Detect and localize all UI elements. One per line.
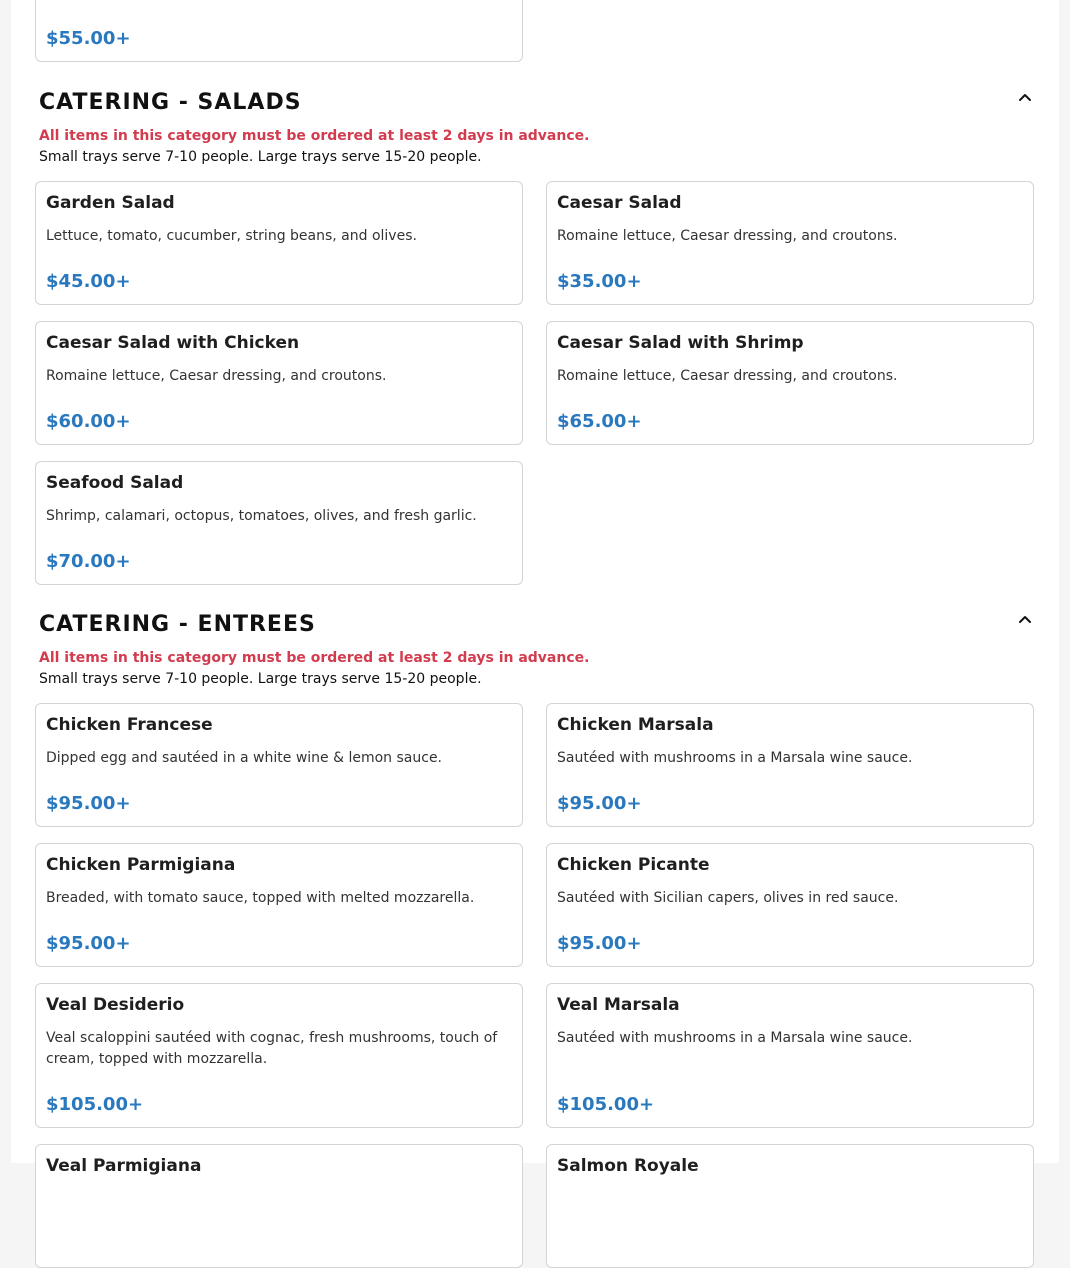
menu-item-card[interactable] [546, 1144, 1034, 1268]
menu-item-price: $70.00+ [46, 551, 131, 572]
advance-order-notice: All items in this category must be ordered at least 2 days in advance. [39, 128, 590, 144]
menu-item-description: Breaded, with tomato sauce, topped with melted mozzarella. [46, 890, 475, 906]
menu-item-name: Caesar Salad with Chicken [46, 333, 300, 353]
menu-item-card[interactable] [35, 181, 523, 305]
menu-item-price: $95.00+ [46, 793, 131, 814]
menu-item-description: Sautéed with mushrooms in a Marsala wine sauce. [557, 750, 913, 766]
menu-item-price: $45.00+ [46, 271, 131, 292]
collapse-salads-button[interactable] [1013, 85, 1037, 109]
menu-item-description: Romaine lettuce, Caesar dressing, and croutons. [46, 368, 387, 384]
menu-item-card[interactable] [35, 1144, 523, 1268]
menu-item-name: Garden Salad [46, 193, 175, 213]
menu-item-description: Romaine lettuce, Caesar dressing, and croutons. [557, 368, 898, 384]
menu-item-name: Chicken Parmigiana [46, 855, 236, 875]
menu-item-card[interactable] [35, 0, 523, 62]
menu-item-card[interactable] [35, 461, 523, 585]
menu-item-name: Veal Marsala [557, 995, 680, 1015]
menu-item-card[interactable] [35, 983, 523, 1128]
menu-item-card[interactable] [546, 843, 1034, 967]
section-title-entrees: CATERING - ENTREES [39, 612, 316, 637]
tray-size-info: Small trays serve 7-10 people. Large trays serve 15-20 people. [39, 671, 482, 687]
menu-item-price: $95.00+ [46, 933, 131, 954]
menu-item-card[interactable] [35, 843, 523, 967]
menu-item-description: Dipped egg and sautéed in a white wine & lemon sauce. [46, 750, 443, 766]
menu-item-price: $35.00+ [557, 271, 642, 292]
menu-item-description: Lettuce, tomato, cucumber, string beans, and olives. [46, 228, 417, 244]
chevron-up-icon [1013, 607, 1037, 631]
menu-item-price: $60.00+ [46, 411, 131, 432]
menu-item-description: Sautéed with Sicilian capers, olives in red sauce. [557, 890, 899, 906]
menu-item-description: Romaine lettuce, Caesar dressing, and croutons. [557, 228, 898, 244]
menu-item-name: Veal Parmigiana [46, 1156, 202, 1176]
menu-item-name: Caesar Salad with Shrimp [557, 333, 804, 353]
collapse-entrees-button[interactable] [1013, 607, 1037, 631]
advance-order-notice: All items in this category must be ordered at least 2 days in advance. [39, 650, 590, 666]
menu-item-name: Caesar Salad [557, 193, 682, 213]
menu-item-price: $95.00+ [557, 793, 642, 814]
menu-item-price: $55.00+ [46, 28, 131, 49]
menu-item-price: $105.00+ [46, 1094, 144, 1115]
menu-item-name: Chicken Picante [557, 855, 710, 875]
menu-item-name: Seafood Salad [46, 473, 184, 493]
chevron-up-icon [1013, 85, 1037, 109]
menu-item-description: Sautéed with mushrooms in a Marsala wine sauce. [557, 1030, 913, 1046]
menu-item-price: $95.00+ [557, 933, 642, 954]
menu-item-card[interactable] [546, 321, 1034, 445]
menu-item-name: Chicken Marsala [557, 715, 714, 735]
tray-size-info: Small trays serve 7-10 people. Large trays serve 15-20 people. [39, 149, 482, 165]
menu-item-price: $65.00+ [557, 411, 642, 432]
menu-item-card[interactable] [546, 983, 1034, 1128]
menu-item-name: Salmon Royale [557, 1156, 699, 1176]
menu-item-card[interactable] [546, 703, 1034, 827]
section-title-salads: CATERING - SALADS [39, 90, 302, 115]
menu-item-card[interactable] [35, 703, 523, 827]
menu-item-card[interactable] [35, 321, 523, 445]
menu-item-name: Veal Desiderio [46, 995, 185, 1015]
menu-item-description: Shrimp, calamari, octopus, tomatoes, olives, and fresh garlic. [46, 508, 477, 524]
menu-item-price: $105.00+ [557, 1094, 655, 1115]
menu-item-card[interactable] [546, 181, 1034, 305]
menu-item-description: Veal scaloppini sautéed with cognac, fresh mushrooms, touch of cream, topped with mozzarella. [46, 1030, 498, 1067]
menu-item-name: Chicken Francese [46, 715, 213, 735]
menu-page [11, 0, 1059, 1176]
